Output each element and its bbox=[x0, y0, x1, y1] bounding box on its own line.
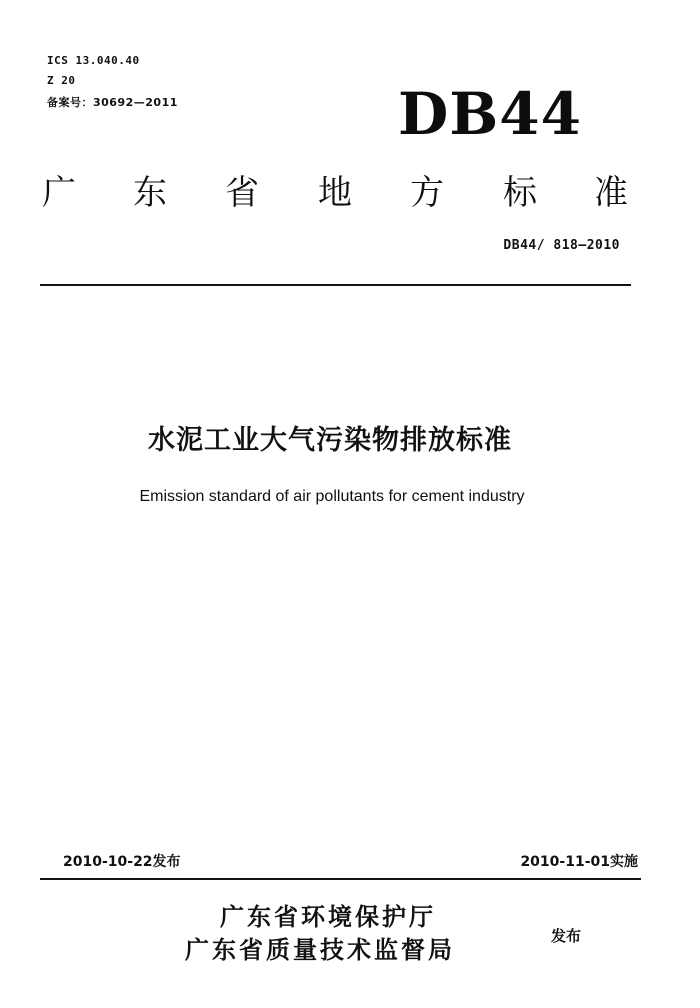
category-char: 准 bbox=[594, 173, 628, 213]
classification-code: Z 20 bbox=[47, 74, 76, 87]
implementation-date: 2010-11-01实施 bbox=[520, 854, 638, 870]
category-char: 地 bbox=[318, 173, 352, 213]
issuer-quality-bureau: 广东省质量技术监督局 bbox=[185, 935, 455, 964]
ics-code: ICS 13.040.40 bbox=[47, 54, 140, 67]
header-divider bbox=[40, 284, 631, 286]
issuer-environment-dept: 广东省环境保护厅 bbox=[220, 902, 436, 931]
issue-label: 发布 bbox=[551, 927, 582, 945]
category-char: 方 bbox=[410, 173, 444, 213]
category-char: 东 bbox=[133, 173, 167, 213]
category-char: 标 bbox=[503, 173, 537, 213]
category-char: 省 bbox=[225, 173, 259, 213]
title-chinese: 水泥工业大气污染物排放标准 bbox=[148, 425, 512, 456]
category-char: 广 bbox=[42, 173, 76, 213]
standard-number: DB44/ 818—2010 bbox=[503, 238, 620, 253]
issue-date: 2010-10-22发布 bbox=[63, 854, 181, 870]
footer-divider bbox=[40, 878, 641, 880]
db44-logo: DB44 bbox=[397, 80, 582, 148]
title-english: Emission standard of air pollutants for cement industry bbox=[139, 488, 525, 505]
filing-number: 备案号：30692—2011 bbox=[47, 96, 178, 109]
